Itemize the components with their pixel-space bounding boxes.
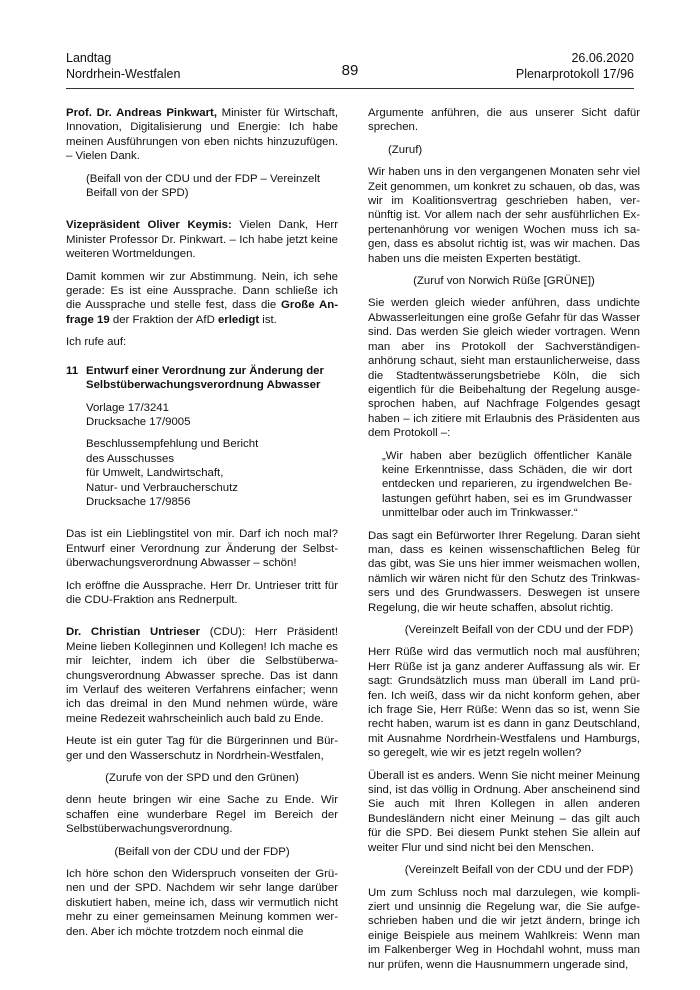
speaker-name: Dr. Christian Untrieser	[66, 626, 200, 639]
document-references	[66, 401, 338, 430]
reaction: (Vereinzelt Beifall von der CDU und der FDP)	[404, 864, 634, 877]
agenda-item	[66, 364, 338, 393]
speaker-name: Prof. Dr. Andreas Pinkwart,	[66, 107, 217, 119]
quotation: „Wir haben aber bezüglich öffentlicher Kanäle keine Erkenntnisse, dass Schäden, die wir dort entdecken und reparieren, zu irgendwelchen Belastungen geführt haben, sei es im Grundwasser unmittelbar oder auch im Trinkwasser.“	[382, 449, 632, 520]
reaction: (Beifall von der CDU und der FDP – Vereinzelt Beifall von der SPD)	[86, 172, 321, 200]
page-header	[66, 50, 634, 84]
paragraph: Überall ist es anders. Wenn Sie nicht meiner Meinung sind, ist das völlig in Ordnung. Aber anscheinend sind Sie auch mit Ihren Kollegen in allen anderen Bundesländern nicht einer Meinung – das gilt auch für die SPD. Bei diesem Punkt stehen Sie allein auf weiter Flur und sind nicht bei den Menschen.	[368, 769, 640, 854]
paragraph: denn heute bringen wir eine Sache zu Ende. Wir schaffen eine wunderbare Regel im Bereich der Selbstüberwachungsverordnung.	[66, 794, 338, 836]
paragraph: Ich höre schon den Widerspruch vonseiten der Grünen und der SPD. Nachdem wir sehr lange darüber diskutiert haben, meine ich, dass wir vermutlich nicht mehr zu einer gemeinsamen Meinung kommen werden. Aber ich möchte trotzdem noch einmal die	[66, 868, 338, 938]
reaction: (Vereinzelt Beifall von der CDU und der FDP)	[404, 624, 634, 636]
paragraph: Um zum Schluss noch mal darzulegen, wie kompliziert und unsinnig die Regelung war, die Sie aufgeschrieben haben und die wir jetzt ändern, bringe ich einige Beispiele aus meinem Wahlkreis: Wenn man im Falkenberger Weg in Hochdahl wohnt, muss man nur prüfen, wenn die Hausnummern ungerade sind,	[368, 886, 640, 971]
speaker-name: Vizepräsident Oliver Keymis:	[66, 219, 232, 232]
paragraph: Ich rufe auf:	[66, 336, 127, 349]
paragraph: Herr Rüße wird das vermutlich noch mal ausführen; Herr Rüße ist ja ganz anderer Auffassung als wir. Er sagt: Grundsätzlich muss man überall im Land prüfen. Ich weiß, dass wir da nicht konform gehen, aber ich frage Sie, Herr Rüße: Wenn das so ist, wenn Sie recht haben, warum ist es dann in ganz Deutschland, mit Ausnahme Nordrhein-Westfalens und Hamburgs, so geregelt, wie wir es jetzt regeln wollen?	[368, 646, 640, 760]
paragraph: Dr. Christian Untrieser (CDU): Herr Präsident! Meine lieben Kolleginnen und Kollegen! Ich mache es mir leichter, indem ich über die Selbstüberwachungsverordnung Abwasser spreche. Das ist dann im Verlauf des weiteren Verfahrens einfacher; wenn ich das dreimal in den Mund nehmen würde, wäre meine Redezeit wahrscheinlich auch bald zu Ende.	[66, 626, 338, 725]
right-column	[368, 106, 640, 980]
agenda-title: Entwurf einer Verordnung zur Änderung der Selbstüberwachungsverordnung Abwasser	[86, 364, 324, 392]
page-number: 89	[341, 62, 359, 79]
left-column	[66, 106, 338, 947]
committee-recommendation: Beschlussempfehlung und Bericht des Ausschusses für Umwelt, Landwirtschaft, Natur- und Verbraucherschutz Drucksache 17/9856	[66, 437, 338, 509]
header-parliament: Landtag	[66, 51, 112, 65]
header-protocol: Plenarprotokoll 17/96	[515, 67, 634, 81]
paragraph: Damit kommen wir zur Abstimmung. Nein, ich sehe gerade: Es ist eine Aussprache. Dann schließe ich die Aussprache und stelle fest, dass die Große Anfrage 19 der Fraktion der AfD erledigt ist.	[66, 270, 338, 326]
reaction: (Beifall von der CDU und der FDP)	[114, 845, 290, 858]
reaction: (Zuruf)	[388, 143, 423, 156]
paragraph: Sie werden gleich wieder anführen, dass undichte Abwasserleitungen eine große Gefahr für das Wasser sind. Das werden Sie gleich wieder vortragen. Wenn man aber ins Protokoll der Sachverständigenanhörung schaut, sieht man erstaunlicherweise, dass die Stadtentwässerungsbetriebe Köln, die sich eigentlich für die Beibehaltung der Regelung ausgesprochen haben, auf Nachfrage Folgendes gesagt haben – ich zitiere mit Erlaubnis des Präsidenten aus dem Protokoll –:	[368, 297, 640, 440]
paragraph: Ich eröffne die Aussprache. Herr Dr. Untrieser tritt für die CDU-Fraktion ans Rednerpult.	[66, 579, 338, 606]
paragraph: Heute ist ein guter Tag für die Bürgerinnen und Bürger und den Wasserschutz in Nordrhein-Westfalen,	[66, 735, 338, 762]
header-right	[516, 50, 634, 82]
paragraph: Prof. Dr. Andreas Pinkwart, Minister für Wirtschaft, Innovation, Digitalisierung und Energie: Ich habe meinen Ausführungen von eben nichts hinzuzufügen. – Vielen Dank.	[66, 107, 338, 163]
vorlage: Vorlage 17/3241	[86, 401, 169, 414]
paragraph: Das ist ein Lieblingstitel von mir. Darf ich noch mal? Entwurf einer Verordnung zur Änderung der Selbstüberwachungsverordnung Abwasser – schön!	[66, 528, 338, 570]
paragraph: Vizepräsident Oliver Keymis: Vielen Dank, Herr Minister Professor Dr. Pinkwart. – Ich habe jetzt keine weiteren Wortmeldungen.	[66, 219, 338, 261]
drucksache: Drucksache 17/9005	[86, 415, 191, 428]
paragraph: Das sagt ein Befürworter Ihrer Regelung. Daran sieht man, dass es keinen wissenschaftlichen Beleg für das gibt, was Sie uns hier immer weismachen wollen, nämlich wir wären nicht für den Schutz des Trinkwassers und des Grundwassers. Deswegen ist unsere Regelung, die wir heute schaffen, absolut richtig.	[368, 529, 640, 614]
paragraph: Argumente anführen, die aus unserer Sicht dafür sprechen.	[368, 107, 640, 134]
drucksache: Drucksache 17/9856	[86, 495, 191, 508]
reaction: (Zurufe von der SPD und den Grünen)	[105, 772, 299, 785]
header-state: Nordrhein-Westfalen	[66, 67, 181, 81]
paragraph: Wir haben uns in den vergangenen Monaten sehr viel Zeit genommen, um konkret zu schauen, ob das, was wir im Koalitionsvertrag geschrieben haben, vernünftig ist. Vor allem nach der sehr ausführlichen Expertenanhörung vor wenigen Wochen muss ich sagen, dass es absolut richtig ist, was wir machen. Das haben uns die meisten Experten bestätigt.	[368, 166, 640, 265]
reaction: (Zuruf von Norwich Rüße [GRÜNE])	[413, 275, 595, 288]
agenda-number: 11	[66, 364, 79, 377]
header-divider	[66, 88, 634, 89]
header-date: 26.06.2020	[571, 51, 634, 65]
